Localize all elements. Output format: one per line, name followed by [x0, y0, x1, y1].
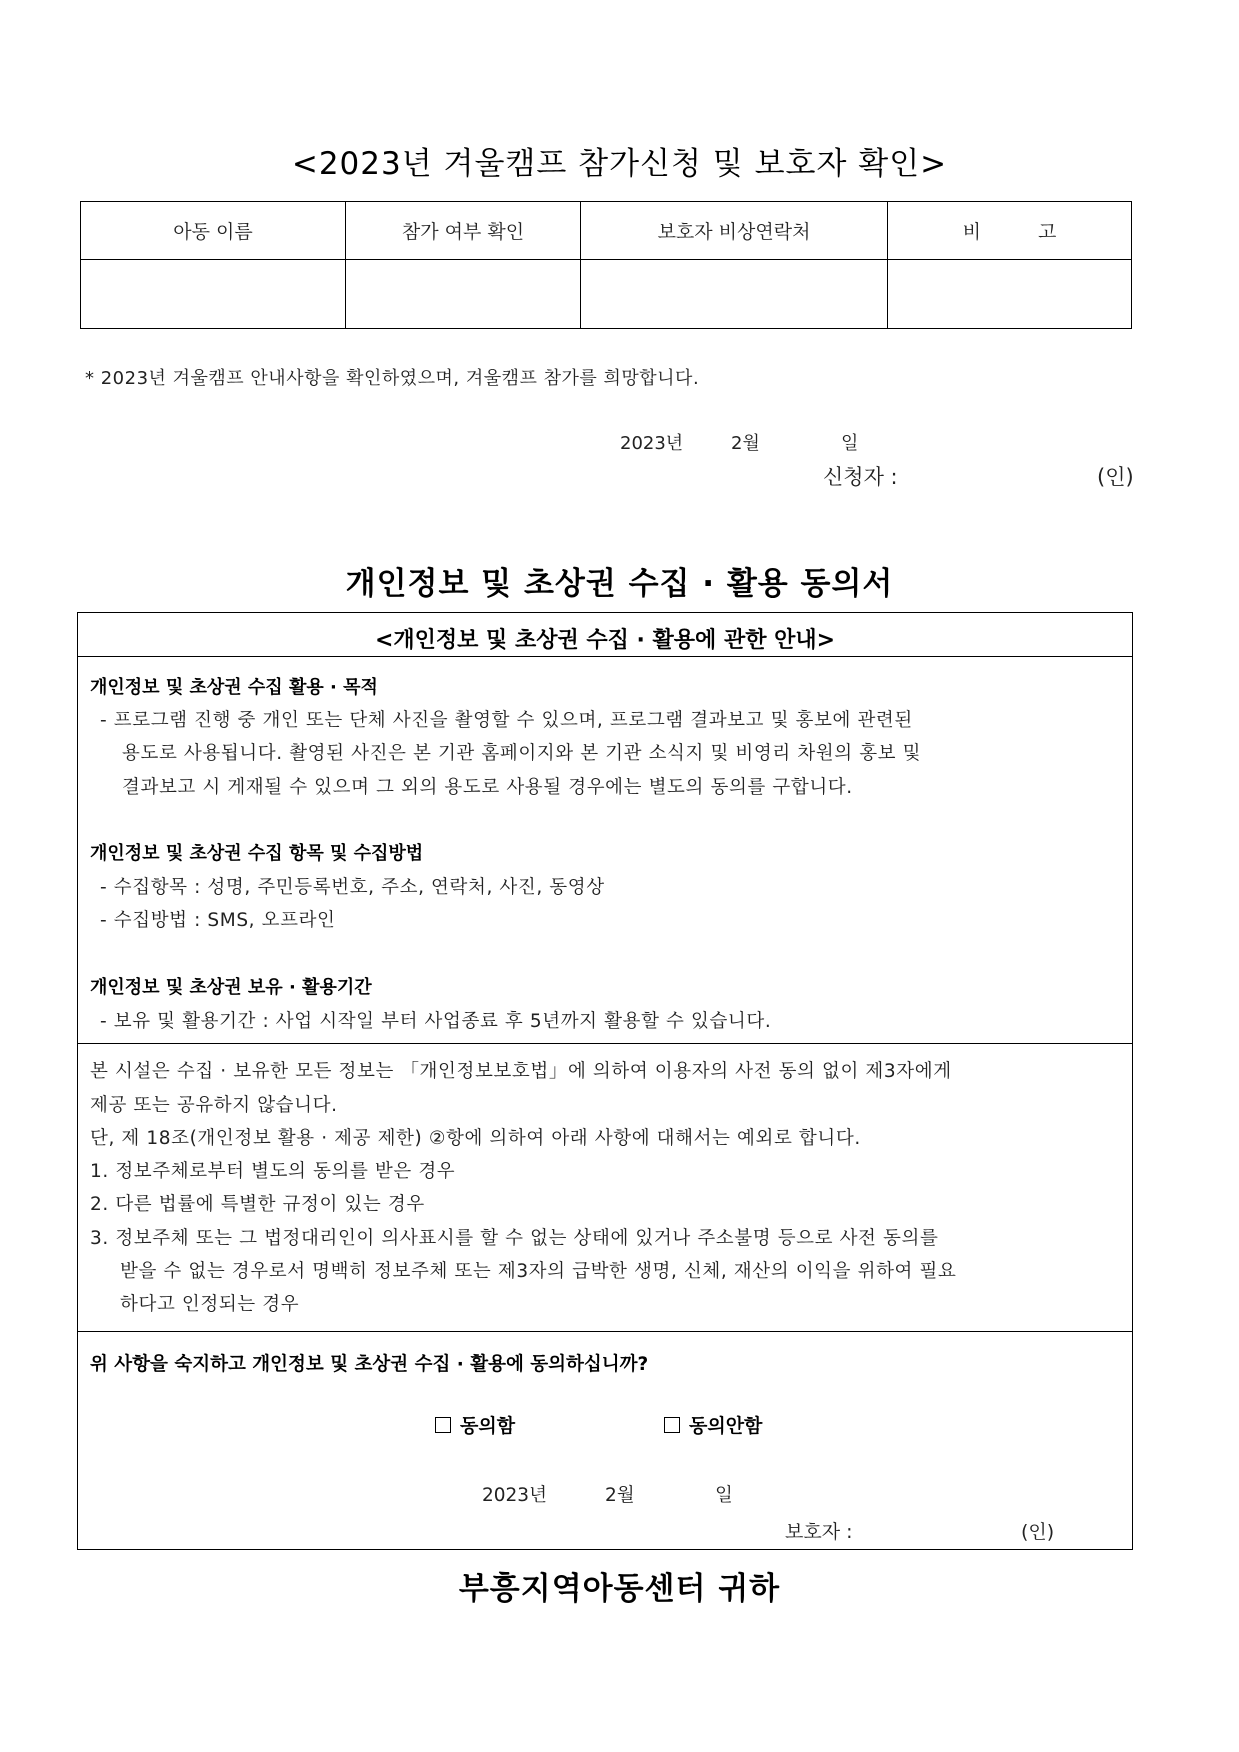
disagree-checkbox[interactable] [664, 1417, 680, 1433]
application-table [80, 201, 1132, 329]
applicant-seal: (인) [1097, 465, 1134, 489]
agree-checkbox[interactable] [435, 1417, 451, 1433]
section-period-heading: 개인정보 및 초상권 보유 · 활용기간 [90, 977, 372, 998]
form-date-day: 일 [841, 433, 859, 454]
guardian-label: 보호자 : [785, 1521, 853, 1543]
section-purpose-line: - 프로그램 진행 중 개인 또는 단체 사진을 촬영할 수 있으며, 프로그램 결과보고 및 홍보에 관련된 [100, 710, 913, 731]
guardian-contact-cell[interactable] [581, 260, 888, 329]
participation-note: * 2023년 겨울캠프 안내사항을 확인하였으며, 겨울캠프 참가를 희망합니다. [85, 368, 700, 389]
form-title: <2023년 겨울캠프 참가신청 및 보호자 확인> [291, 146, 948, 182]
participation-cell[interactable] [346, 260, 581, 329]
divider [78, 656, 1132, 657]
section-items-line: - 수집방법 : SMS, 오프라인 [100, 910, 336, 931]
column-remarks: 비 고 [888, 202, 1132, 260]
disagree-option[interactable] [664, 1411, 762, 1438]
child-name-cell[interactable] [81, 260, 346, 329]
form-date-month: 2월 [731, 433, 760, 454]
policy-item: 3. 정보주체 또는 그 법정대리인이 의사표시를 할 수 없는 상태에 있거나 주소불명 등으로 사전 동의를 [90, 1228, 939, 1249]
policy-line: 제공 또는 공유하지 않습니다. [90, 1095, 338, 1116]
consent-date-day: 일 [715, 1485, 733, 1506]
section-period-line: - 보유 및 활용기간 : 사업 시작일 부터 사업종료 후 5년까지 활용할 수 있습니다. [100, 1011, 772, 1032]
applicant-label: 신청자 : [823, 465, 898, 489]
section-purpose-line: 결과보고 시 게재될 수 있으며 그 외의 용도로 사용될 경우에는 별도의 동의를 구합니다. [122, 777, 853, 798]
consent-date-year: 2023년 [482, 1485, 547, 1506]
column-participation: 참가 여부 확인 [346, 202, 581, 260]
consent-box [77, 612, 1133, 1550]
form-date-year: 2023년 [620, 433, 684, 454]
footer-recipient: 부흥지역아동센터 귀하 [458, 1571, 781, 1607]
section-purpose-line: 용도로 사용됩니다. 촬영된 사진은 본 기관 홈페이지와 본 기관 소식지 및 비영리 차원의 홍보 및 [122, 743, 922, 764]
agree-option[interactable] [435, 1411, 515, 1438]
policy-item: 받을 수 없는 경우로서 명백히 정보주체 또는 제3자의 급박한 생명, 신체, 재산의 이익을 위하여 필요 [120, 1261, 957, 1282]
policy-item: 2. 다른 법률에 특별한 규정이 있는 경우 [90, 1194, 425, 1215]
policy-item: 하다고 인정되는 경우 [120, 1294, 300, 1315]
section-items-line: - 수집항목 : 성명, 주민등록번호, 주소, 연락처, 사진, 동영상 [100, 877, 605, 898]
policy-line: 본 시설은 수집 · 보유한 모든 정보는 「개인정보보호법」에 의하여 이용자의 사전 동의 없이 제3자에게 [90, 1061, 952, 1082]
agree-label: 동의함 [460, 1415, 516, 1437]
disagree-label: 동의안함 [689, 1415, 763, 1437]
divider [78, 1331, 1132, 1332]
consent-date-month: 2월 [605, 1485, 635, 1506]
policy-item: 1. 정보주체로부터 별도의 동의를 받은 경우 [90, 1161, 456, 1182]
consent-box-heading: <개인정보 및 초상권 수집 · 활용에 관한 안내> [374, 628, 836, 653]
policy-line: 단, 제 18조(개인정보 활용 · 제공 제한) ②항에 의하여 아래 사항에 대해서는 예외로 합니다. [90, 1128, 861, 1149]
column-child-name: 아동 이름 [81, 202, 346, 260]
section-items-heading: 개인정보 및 초상권 수집 항목 및 수집방법 [90, 843, 424, 864]
guardian-seal: (인) [1021, 1521, 1055, 1543]
divider [78, 1043, 1132, 1044]
column-guardian-contact: 보호자 비상연락처 [581, 202, 888, 260]
consent-question: 위 사항을 숙지하고 개인정보 및 초상권 수집 · 활용에 동의하십니까? [90, 1354, 649, 1375]
section-purpose-heading: 개인정보 및 초상권 수집 활용 · 목적 [90, 677, 378, 698]
remarks-cell[interactable] [888, 260, 1132, 329]
consent-title: 개인정보 및 초상권 수집 · 활용 동의서 [345, 566, 894, 602]
